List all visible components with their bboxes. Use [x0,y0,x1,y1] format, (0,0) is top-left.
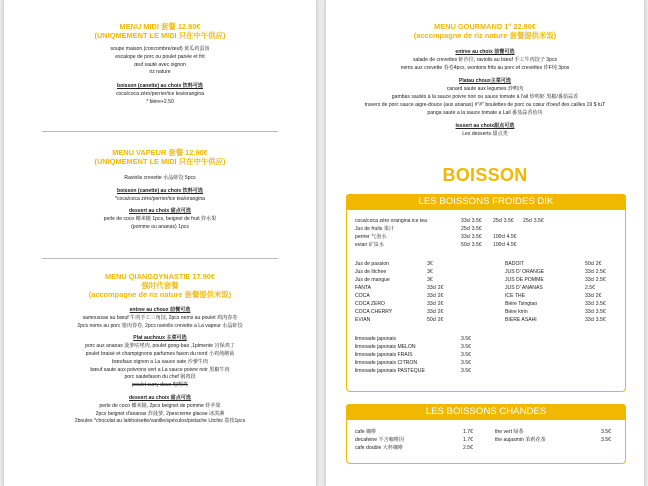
drink-name: Jus de passion [355,261,389,267]
menu-qiangdynastie-section [4,272,316,426]
drink-price: 33cl 2.5€ [585,277,606,283]
drink-price: 3.5€ [461,368,471,374]
drink-name: perrier 气泡水 [355,234,387,240]
drink-name: the aujasmin 茉莉花茶 [495,437,546,443]
boisson-label: boisson (canette) au choix 饮料可选 [116,187,204,194]
drink-name: Bière kirin [505,309,528,315]
drink-price: 3.5€ [461,352,471,358]
menu-item: 2pcs beignet d'ananas 炸菠萝, 2pescreme glacee 冰淇淋 [95,410,225,417]
drink-name: Jus de fruits 果汁 [355,226,395,232]
drink-price: 50cl 2€ [427,317,444,323]
drink-price: 33cl 2€ [585,293,602,299]
boisson-title: BOISSON [442,165,528,185]
menu-qiang-title: MENU QIANGDYNASTIE 17.90€ [104,272,216,281]
drink-price: 1.7€ [463,437,473,443]
hot-drinks-box [346,404,626,464]
divider [42,258,278,259]
drink-price: 3.5€ [461,360,471,366]
drink-name: coca/coca zéro orangina ice tea [355,218,427,224]
menu-item-struck: poulet curry doux 咖喱鸡 [132,382,188,389]
entree-label: entree au choux 前餐可选 [129,307,191,313]
drink-name: limonade japonais PASTEQUE [355,368,425,374]
menu-item: perle de coco 椰米糍 1pcs, beignet de fruit 炸水果 [103,216,217,223]
drink-name: the vert 绿茶 [495,429,524,435]
drink-name: JUS DE POMME [505,277,544,283]
menu-item: panga saute a la sauce tomate a Lail 番茄蒜香鱼块 [427,109,543,116]
drink-name: decafeine 不含咖啡因 [355,437,404,443]
drink-name: Bière Tsingtao [505,301,538,307]
drink-name: cafe 咖啡 [355,429,377,435]
right-menu-page [326,0,644,486]
drink-price: 25cl 3.5€ [461,226,482,232]
menu-item: salade de crevettes 虾沙拉, raviolis au bœuf 手工牛肉饺子 3pcs [412,56,558,63]
menu-item: escalope de porc ou poulet panée et frit [115,53,205,60]
drink-price: 33cl 2.5€ [585,269,606,275]
menu-item: perle de coco 椰米糍, 2pcs beignet de pomme 炸苹果 [99,402,221,409]
drink-price: 3.5€ [601,437,611,443]
menu-gourmand-subtitle: (accompagne de riz nature 套餐提供米饭) [413,31,557,40]
drink-name: cafe double 大杯咖啡 [355,445,404,451]
menu-item: porc aux ananas 菠萝咕咾肉, poulet gong-bao ,1pimente 宫保鸡丁 [85,343,235,350]
drink-name: BADOIT [505,261,524,267]
menu-vapeur-subtitle: (UNIQMEMENT LE MIDI 只在中午供应) [94,157,226,166]
menu-item: riz nature [149,69,171,76]
menu-item: porc sautefason du chef 锅肉段 [124,374,196,381]
menu-vapeur-title: MENU VAPEUR 套餐 12.90€ [112,148,208,157]
menu-item: (pomme ou ananas) 1pcs [131,223,189,230]
drink-name: COCA ZERO [355,301,386,307]
menu-qiang-subtitle: (accompagne de riz nature 套餐提供米饭) [88,290,232,299]
menu-item: Raviolis crevette 水晶虾饺 5pcs [124,175,196,181]
drink-price: 3€ [427,269,433,275]
cold-drinks-title: LES BOISSONS FROIDES DIK [346,194,626,210]
drink-name: COCA [355,293,370,299]
menu-item: coca/coca zéro/perrier/ice tea/orangina [115,90,205,97]
plat-label: Plat auchoux 主菜可选 [133,335,187,342]
drink-price: 33cl 2€ [427,293,444,299]
drink-price: 33cl 2€ [427,309,444,315]
drink-price: 3€ [427,261,433,267]
drink-price: 33cl 2€ [427,285,444,291]
drink-name: Jus de litchee [355,269,387,275]
drink-price: 33cl 3.5€ [461,234,482,240]
drink-price: 33cl 2€ [427,301,444,307]
drink-name: evian 矿泉水 [355,242,384,248]
dessert-label: dessert au choix 甜点可选 [129,208,191,215]
menu-item: travers de porc sauce aigre-douce (aux ananas) #"#" boulettes de porc ou cœur d'oeuf des cailles 19 $ tuT [364,101,606,108]
drink-price: 33cl 3.5€ [461,218,482,224]
divider [42,131,278,132]
drink-price: 3.5€ [601,429,611,435]
drink-name: ICE THE [505,293,526,299]
drink-name: Jus de mangue [355,277,390,283]
menu-item: 2pcs nems au porc 猪肉春卷, 2pcs raviolis crevette a La vapeur 水晶虾饺 [77,322,243,329]
entree-label: entree au choix 前餐可选 [455,49,515,55]
menu-item: Les desserts 甜点类 [462,131,508,138]
drink-name: limonade japonais MELON [355,344,416,350]
menu-item: canard saute aux legumes 炒鸭肉 [446,86,524,93]
menu-midi-subtitle: (UNIQMEMENT LE MIDI 只在中午供应) [94,31,226,40]
drink-name: FANTA [355,285,372,291]
menu-item: * bière+2.50 [146,98,174,105]
menu-item: samoussas au bœuf 牛肉手工三角饺, 2pcs nems au poulet 鸡肉春卷 [82,314,238,321]
drink-name: limonade japonais [355,336,397,342]
drink-price: 25cl 3.5€ [493,218,514,224]
drink-name: JUS D' ORANGE [505,269,545,275]
drink-price: 1.7€ [463,429,473,435]
drink-name: limonade japonais FRAIS [355,352,413,358]
drink-price: 100cl 4.5€ [493,242,517,248]
menu-item: nems aux crevette 春卷4pcs, wontons frits au porc et crevettes 炸F炖 3pos [400,64,570,71]
drink-price: 25cl 3.5€ [523,218,544,224]
dessert-label: lessert au choix甜点可选 [455,123,515,130]
drink-name: COCA CHERRY [355,309,393,315]
drink-price: 33cl 3.5€ [585,317,606,323]
dessert-label: dessert au choix 甜点可选 [129,394,191,401]
boisson-label: boisson (canette) au choix 饮料可选 [116,83,204,90]
drink-price: 3.5€ [461,336,471,342]
drink-price: 50cl 3.5€ [461,242,482,248]
drink-price: 33cl 3.5€ [585,301,606,307]
menu-item: bœuf saute aux poivrons vert a La sauce poivre noir 黑椒牛肉 [90,366,230,373]
menu-gourmand-section [326,22,644,139]
cold-drinks-box [346,194,626,392]
menu-midi-section [4,22,316,107]
drink-price: 3.5€ [461,344,471,350]
drink-price: 100cl 4.5€ [493,234,517,240]
menu-qiang-title2: 强时代套餐 [141,281,179,290]
drink-price: 33cl 3.5€ [585,309,606,315]
plat-label: Platau choux主菜可选 [458,78,512,85]
menu-item: bœufaux oignon a La sauce sate 沙爹牛肉 [112,358,208,365]
drink-price: 2.5€ [585,285,595,291]
menu-item: soupe maison (concombre/œuf) 黄瓜鸡蛋汤 [110,46,210,52]
drink-name: JUS D' ANANAS [505,285,543,291]
drink-name: BIERE ASAHI [505,317,537,323]
menu-item: *coca/coca zéro/perrier/ice tea/orangina [114,195,206,202]
drink-price: 3€ [427,277,433,283]
drink-name: limonade japonais CITRON [355,360,418,366]
menu-item: œuf sauté avec oignon [134,61,186,68]
left-menu-page [4,0,316,486]
menu-gourmand-title: MENU GOURMAND 1° 22.90€ [434,22,536,31]
menu-item: 2boules *chocolat au lait/noisette/vanille/spéculos/pistache Litchis 荔枝1pcs [74,418,246,425]
drink-price: 50cl 2€ [585,261,602,267]
hot-drinks-title: LES BOISSONS CHANDES [346,404,626,420]
menu-item: gambas sautés à la sauce poivre noir ou sauce tomate à l'ail 炒明虾 黑椒/番茄蒜香 [391,93,579,100]
drink-name: EVIAN [355,317,371,323]
menu-vapeur-section [4,148,316,232]
drink-price: 2.5€ [463,445,473,451]
menu-item: poulet braisé et champignons parfumes fason du nord 小鸡炖蘑菇 [85,350,235,357]
menu-midi-title: MENU MIDI 套餐 12.90€ [119,22,201,31]
